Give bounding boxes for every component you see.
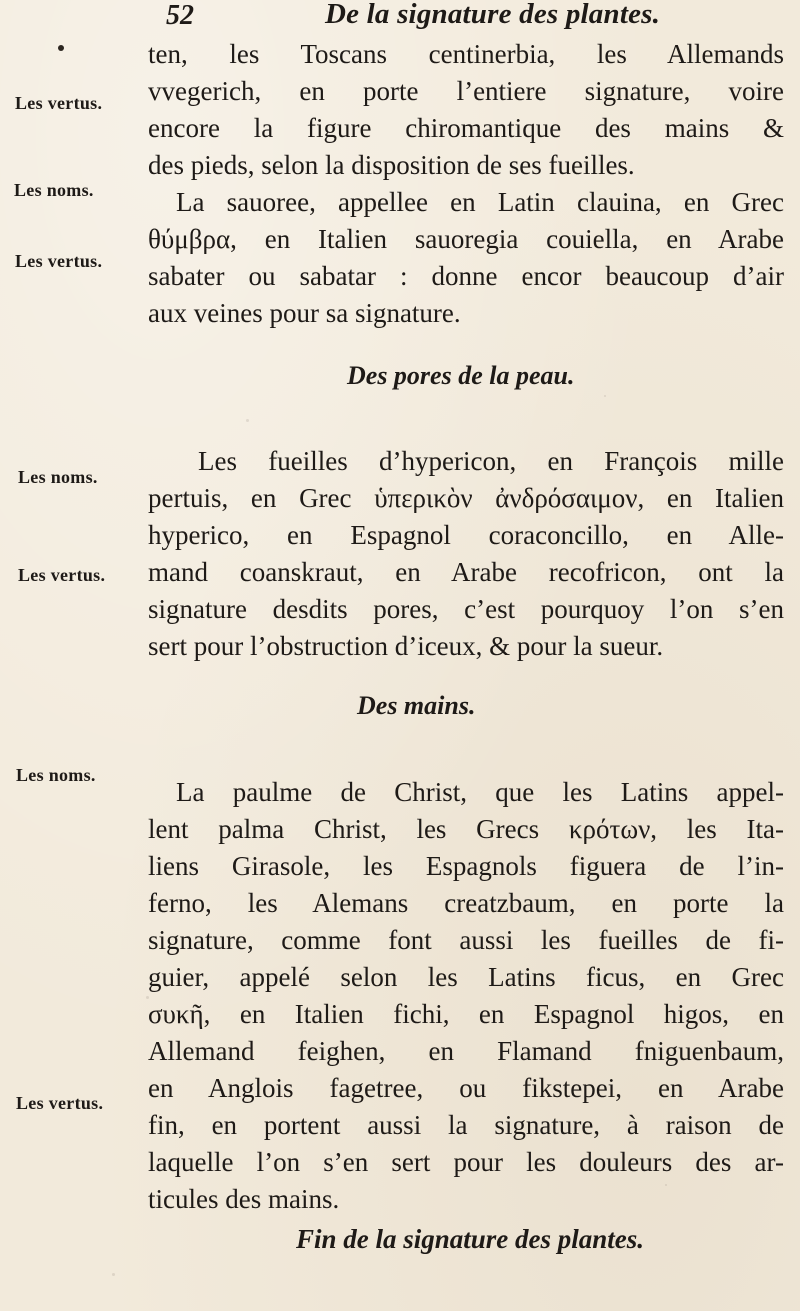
section-title-mains: Des mains. [357,691,476,720]
paper-speck [665,1184,667,1186]
text-line: aux veines pour sa signature. [148,298,461,328]
text-line: θύμβρα, en Italien sauoregia couiella, en Arabe [148,224,784,254]
text-line: lent palma Christ, les Grecs κρότων, les Ita- [148,814,784,844]
text-line: sert pour l’obstruction d’iceux, & pour la sueur. [148,631,664,661]
paper-speck [112,1273,115,1276]
text-column [148,36,784,1218]
text-line: des pieds, selon la disposition de ses fueilles. [148,150,635,180]
text-line: συκῆ, en Italien fichi, en Espagnol higos, en [148,999,784,1029]
text-line: guier, appelé selon les Latins ficus, en Grec [148,962,784,992]
text-line: hyperico, en Espagnol coraconcillo, en Alle- [148,520,784,550]
margin-note-noms-2: Les noms. [18,467,98,487]
margin-notes [0,0,150,1311]
margin-note-noms-3: Les noms. [16,765,96,785]
text-line: pertuis, en Grec ὑπερικὸν ἀνδρόσαιμον, en Italien [148,483,784,513]
page-header [160,0,780,38]
margin-note-vertus-1: Les vertus. [15,93,103,113]
text-line: vvegerich, en porte l’entiere signature, voire [148,76,784,106]
paper-speck [146,996,149,999]
text-line: Les fueilles d’hypericon, en François mille [198,446,784,476]
text-line: signature desdits pores, c’est pourquoy l’on s’en [148,594,784,624]
paper-speck [246,419,249,422]
text-line: Allemand feighen, en Flamand fniguenbaum, [148,1036,784,1066]
text-line: encore la figure chiromantique des mains & [148,113,784,143]
text-line: La sauoree, appellee en Latin clauina, en Grec [176,187,784,217]
paper-speck [604,395,606,397]
margin-note-vertus-4: Les vertus. [16,1093,104,1113]
text-line: fin, en portent aussi la signature, à raison de [148,1110,784,1140]
page-number: 52 [166,0,194,31]
margin-note-noms-1: Les noms. [14,180,94,200]
running-head: De la signature des plantes. [325,0,661,30]
text-line: sabater ou sabatar : donne encor beaucoup d’air [148,261,784,291]
end-title: Fin de la signature des plantes. [296,1224,645,1254]
section-title-pores: Des pores de la peau. [347,361,575,390]
text-line: liens Girasole, les Espagnols figuera de l’in- [148,851,784,881]
text-line: ticules des mains. [148,1184,340,1214]
margin-note-vertus-3: Les vertus. [18,565,106,585]
text-line: signature, comme font aussi les fueilles de fi- [148,925,784,955]
margin-note-vertus-2: Les vertus. [15,251,103,271]
text-line: en Anglois fagetree, ou fikstepei, en Arabe [148,1073,784,1103]
text-line: mand coanskraut, en Arabe recofricon, ont la [148,557,784,587]
text-line: laquelle l’on s’en sert pour les douleurs des ar- [148,1147,784,1177]
text-line: ten, les Toscans centinerbia, les Allemands [148,39,784,69]
text-line: ferno, les Alemans creatzbaum, en porte la [148,888,784,918]
text-line: La paulme de Christ, que les Latins appel- [176,777,784,807]
